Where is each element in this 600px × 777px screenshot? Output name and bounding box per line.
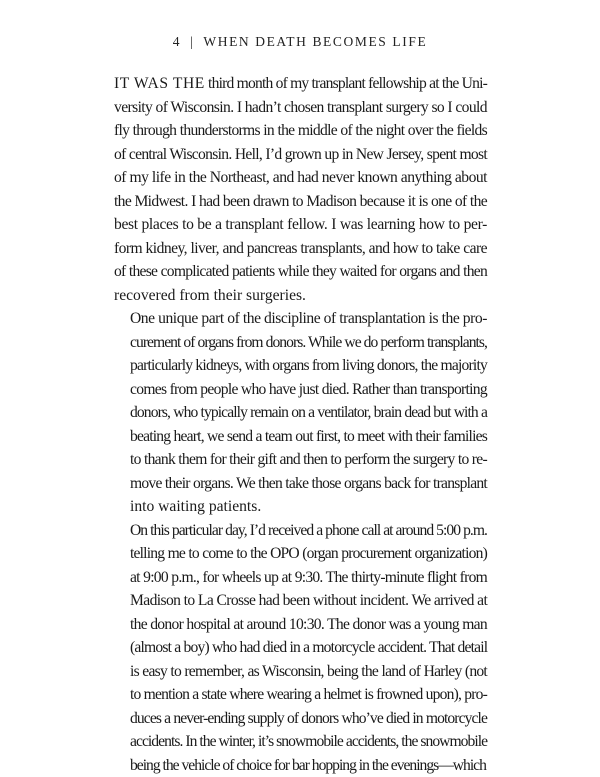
line-text: fly through thunderstorms in the middle of the night over the fields <box>114 122 487 139</box>
text-line <box>114 284 487 308</box>
line-text: duces a never-ending supply of donors who’ve died in motorcycle <box>130 710 487 727</box>
line-text: donors, who typically remain on a ventilator, brain dead but with a <box>130 404 487 421</box>
text-line <box>114 542 487 566</box>
text-line <box>114 354 487 378</box>
lead-in-smallcaps: IT WAS THE <box>114 75 205 92</box>
text-line <box>114 636 487 660</box>
line-text: is easy to remember, as Wisconsin, being the land of Harley (not <box>130 663 487 680</box>
text-line <box>114 260 487 284</box>
text-line <box>114 495 487 519</box>
text-line <box>114 425 487 449</box>
text-line <box>114 589 487 613</box>
text-line <box>114 307 487 331</box>
line-text: particularly kidneys, with organs from living donors, the majority <box>130 357 487 374</box>
text-line <box>114 237 487 261</box>
line-text: into waiting patients. <box>130 498 261 515</box>
line-text: telling me to come to the OPO (organ procurement organization) <box>130 545 487 562</box>
line-text: to thank them for their gift and then to perform the surgery to re- <box>130 451 487 468</box>
text-line <box>114 566 487 590</box>
line-text: at 9:00 p.m., for wheels up at 9:30. The thirty-minute flight from <box>130 569 487 586</box>
line-text: being the vehicle of choice for bar hopping in the evenings—which <box>130 757 486 774</box>
page-number: 4 <box>173 34 181 49</box>
line-text: of these complicated patients while they waited for organs and then <box>114 263 487 280</box>
text-line <box>114 190 487 214</box>
paragraph <box>114 307 487 519</box>
line-text: form kidney, liver, and pancreas transplants, and how to take care <box>114 240 487 257</box>
line-text: One unique part of the discipline of transplantation is the pro- <box>130 310 487 327</box>
line-text: of central Wisconsin. Hell, I’d grown up in New Jersey, spent most <box>114 146 487 163</box>
paragraph <box>114 72 487 307</box>
running-head <box>0 34 600 50</box>
paragraph <box>114 519 487 777</box>
line-text: accidents. In the winter, it’s snowmobile accidents, the snowmobile <box>130 733 487 750</box>
line-text: the Midwest. I had been drawn to Madison because it is one of the <box>114 193 487 210</box>
text-line <box>114 472 487 496</box>
text-line <box>114 143 487 167</box>
text-line <box>114 213 487 237</box>
text-line <box>114 331 487 355</box>
line-text: of my life in the Northeast, and had never known anything about <box>114 169 487 186</box>
running-head-separator: | <box>190 34 194 50</box>
line-text: versity of Wisconsin. I hadn’t chosen transplant surgery so I could <box>114 99 487 116</box>
text-line <box>114 378 487 402</box>
line-text: curement of organs from donors. While we do perform transplants, <box>130 334 487 351</box>
text-line <box>114 519 487 543</box>
line-text: to mention a state where wearing a helmet is frowned upon), pro- <box>130 686 487 703</box>
line-text: On this particular day, I’d received a phone call at around 5:00 p.m. <box>130 522 487 539</box>
line-text: Madison to La Crosse had been without incident. We arrived at <box>130 592 487 609</box>
text-line <box>114 754 487 777</box>
line-text: beating heart, we send a team out first, to meet with their families <box>130 428 487 445</box>
text-line <box>114 613 487 637</box>
text-line <box>114 683 487 707</box>
line-text: move their organs. We then take those organs back for transplant <box>130 475 487 492</box>
line-text: the donor hospital at around 10:30. The donor was a young man <box>130 616 487 633</box>
text-line <box>114 707 487 731</box>
chapter-title: WHEN DEATH BECOMES LIFE <box>203 34 427 49</box>
line-text: comes from people who have just died. Rather than transporting <box>130 381 487 398</box>
text-line <box>114 166 487 190</box>
text-line <box>114 660 487 684</box>
line-text: (almost a boy) who had died in a motorcycle accident. That detail <box>130 639 487 656</box>
line-text: recovered from their surgeries. <box>114 287 306 304</box>
text-line <box>114 72 487 96</box>
line-text: best places to be a transplant fellow. I was learning how to per- <box>114 216 487 233</box>
text-line <box>114 119 487 143</box>
text-line <box>114 448 487 472</box>
body-text <box>114 72 487 777</box>
line-text: third month of my transplant fellowship at the Uni- <box>205 75 487 92</box>
text-line <box>114 401 487 425</box>
text-line <box>114 96 487 120</box>
